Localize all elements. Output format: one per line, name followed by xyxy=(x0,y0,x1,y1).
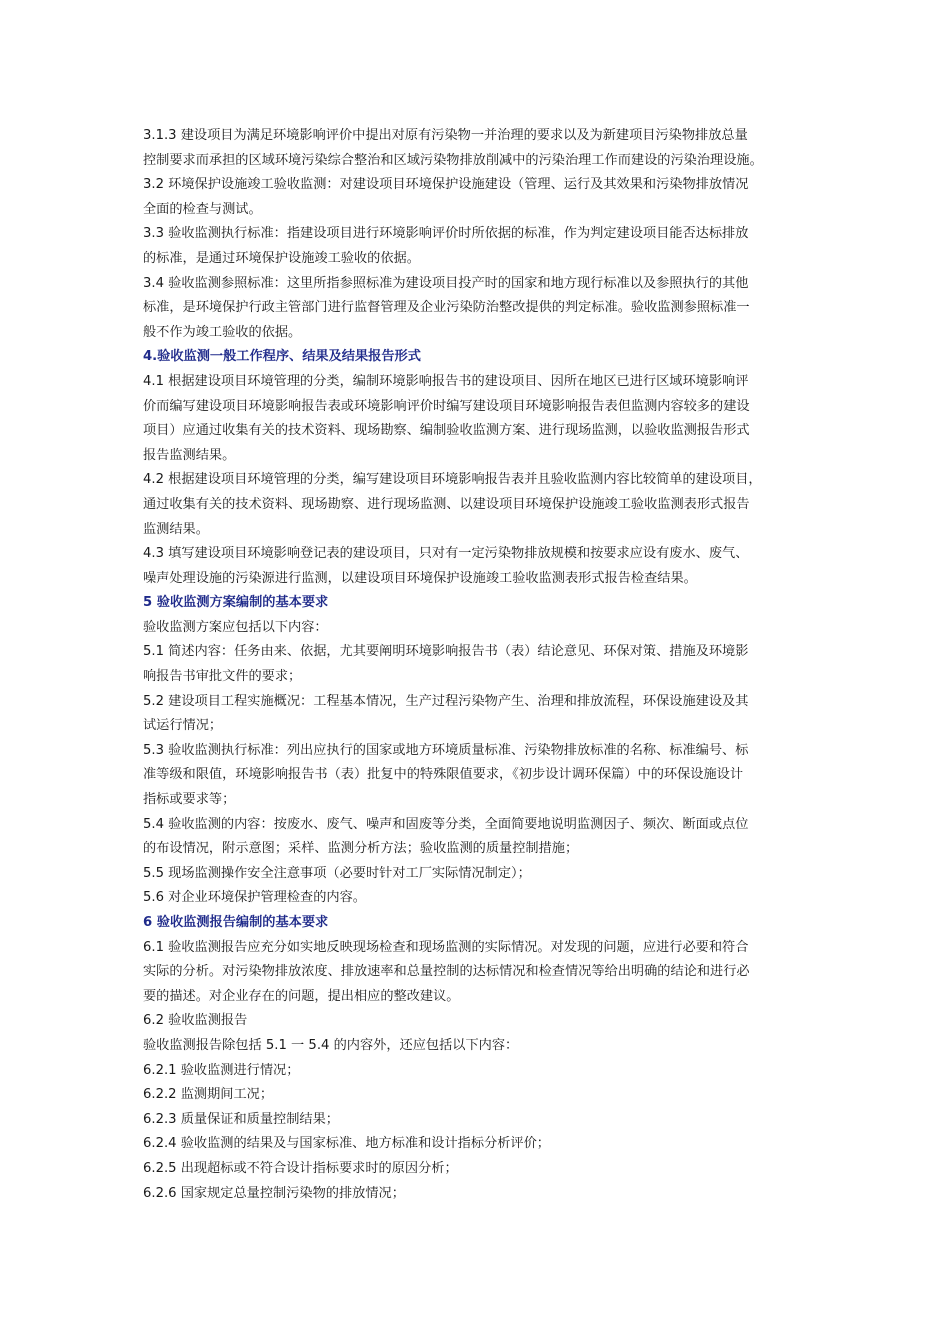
text-line: 4.3 填写建设项目环境影响登记表的建设项目，只对有一定污染物排放规模和按要求应设有废水、废气、 xyxy=(143,546,749,562)
text-line: 指标或要求等； xyxy=(143,792,236,808)
text-line: 5.3 验收监测执行标准：列出应执行的国家或地方环境质量标准、污染物排放标准的名称、标准编号、标 xyxy=(143,742,749,758)
paragraph xyxy=(143,173,815,222)
paragraph xyxy=(143,739,815,813)
paragraph xyxy=(143,690,815,739)
paragraph xyxy=(143,616,815,641)
paragraph xyxy=(143,1182,815,1207)
text-line: 6.2.4 验收监测的结果及与国家标准、地方标准和设计指标分析评价； xyxy=(143,1136,550,1152)
paragraph xyxy=(143,862,815,887)
text-line: 验收监测报告除包括 5.1 一 5.4 的内容外，还应包括以下内容： xyxy=(143,1037,519,1053)
paragraph xyxy=(143,370,815,468)
text-line: 通过收集有关的技术资料、现场勘察、进行现场监测、以建设项目环境保护设施竣工验收监测表形式报告 xyxy=(143,496,750,512)
paragraph xyxy=(143,542,815,591)
text-line: 5.2 建设项目工程实施概况：工程基本情况，生产过程污染物产生、治理和排放流程，环保设施建设及其 xyxy=(143,693,749,709)
paragraph xyxy=(143,1083,815,1108)
paragraph xyxy=(143,1108,815,1133)
paragraph xyxy=(143,124,815,173)
text-line: 标准，是环境保护行政主管部门进行监督管理及企业污染防治整改提供的判定标准。验收监测参照标准一 xyxy=(143,300,750,316)
paragraph xyxy=(143,1034,815,1059)
text-line: 3.3 验收监测执行标准：指建设项目进行环境影响评价时所依据的标准，作为判定建设项目能否达标排放 xyxy=(143,226,749,242)
paragraph xyxy=(143,272,815,346)
text-line: 6.2.2 监测期间工况； xyxy=(143,1087,274,1103)
paragraph xyxy=(143,1132,815,1157)
text-line: 的布设情况，附示意图；采样、监测分析方法；验收监测的质量控制措施； xyxy=(143,841,579,857)
text-line: 4.2 根据建设项目环境管理的分类，编写建设项目环境影响报告表并且验收监测内容比较简单的建设项目， xyxy=(143,472,762,488)
text-line: 项目）应通过收集有关的技术资料、现场勘察、编制验收监测方案、进行现场监测，以验收监测报告形式 xyxy=(143,423,750,439)
text-line: 5 验收监测方案编制的基本要求 xyxy=(143,595,329,611)
text-line: 6.2.3 质量保证和质量控制结果； xyxy=(143,1111,339,1127)
paragraph xyxy=(143,1157,815,1182)
text-line: 验收监测方案应包括以下内容： xyxy=(143,619,328,635)
paragraph xyxy=(143,886,815,911)
text-line: 6.2.5 出现超标或不符合设计指标要求时的原因分析； xyxy=(143,1160,458,1176)
paragraph xyxy=(143,936,815,1010)
text-line: 6.1 验收监测报告应充分如实地反映现场检查和现场监测的实际情况。对发现的问题，应进行必要和符合 xyxy=(143,939,749,955)
text-line: 噪声处理设施的污染源进行监测，以建设项目环境保护设施竣工验收监测表形式报告检查结果。 xyxy=(143,570,697,586)
text-line: 价而编写建设项目环境影响报告表或环境影响评价时编写建设项目环境影响报告表但监测内容较多的建设 xyxy=(143,398,750,414)
text-line: 的标准，是通过环境保护设施竣工验收的依据。 xyxy=(143,250,420,266)
paragraph xyxy=(143,813,815,862)
text-line: 4.1 根据建设项目环境管理的分类，编制环境影响报告书的建设项目、因所在地区已进行区域环境影响评 xyxy=(143,373,749,389)
paragraph xyxy=(143,468,815,542)
section-heading xyxy=(143,345,815,370)
paragraph xyxy=(143,640,815,689)
text-line: 5.4 验收监测的内容：按废水、废气、噪声和固废等分类，全面简要地说明监测因子、频次、断面或点位 xyxy=(143,816,749,832)
text-line: 5.1 简述内容：任务由来、依据，尤其要阐明环境影响报告书（表）结论意见、环保对策、措施及环境影 xyxy=(143,644,749,660)
section-heading xyxy=(143,911,815,936)
paragraph xyxy=(143,1009,815,1034)
text-line: 3.1.3 建设项目为满足环境影响评价中提出对原有污染物一并治理的要求以及为新建项目污染物排放总量 xyxy=(143,128,748,143)
document-page xyxy=(143,124,815,1206)
text-line: 试运行情况； xyxy=(143,718,223,734)
text-line: 4.验收监测一般工作程序、结果及结果报告形式 xyxy=(143,349,421,365)
text-line: 5.6 对企业环境保护管理检查的内容。 xyxy=(143,890,366,906)
paragraph xyxy=(143,222,815,271)
text-line: 6.2.6 国家规定总量控制污染物的排放情况； xyxy=(143,1185,405,1201)
text-line: 要的描述。对企业存在的问题，提出相应的整改建议。 xyxy=(143,988,460,1004)
text-line: 5.5 现场监测操作安全注意事项（必要时针对工厂实际情况制定）； xyxy=(143,865,531,881)
text-line: 3.4 验收监测参照标准：这里所指参照标准为建设项目投产时的国家和地方现行标准以及参照执行的其他 xyxy=(143,275,749,291)
text-line: 实际的分析。对污染物排放浓度、排放速率和总量控制的达标情况和检查情况等给出明确的结论和进行必 xyxy=(143,964,750,980)
text-line: 准等级和限值，环境影响报告书（表）批复中的特殊限值要求，《初步设计调环保篇）中的环保设施设计 xyxy=(143,767,744,783)
text-line: 般不作为竣工验收的依据。 xyxy=(143,324,302,340)
text-line: 控制要求而承担的区域环境污染综合整治和区域污染物排放削减中的污染治理工作而建设的污染治理设施。 xyxy=(143,152,763,168)
section-heading xyxy=(143,591,815,616)
text-line: 6.2.1 验收监测进行情况； xyxy=(143,1062,300,1078)
text-line: 报告监测结果。 xyxy=(143,447,236,463)
text-line: 6 验收监测报告编制的基本要求 xyxy=(143,915,329,930)
text-line: 6.2 验收监测报告 xyxy=(143,1013,248,1029)
paragraph xyxy=(143,1059,815,1084)
text-line: 3.2 环境保护设施竣工验收监测：对建设项目环境保护设施建设（管理、运行及其效果和污染物排放情况 xyxy=(143,177,749,193)
text-line: 响报告书审批文件的要求； xyxy=(143,669,302,685)
text-line: 全面的检查与测试。 xyxy=(143,201,262,217)
text-line: 监测结果。 xyxy=(143,521,209,537)
